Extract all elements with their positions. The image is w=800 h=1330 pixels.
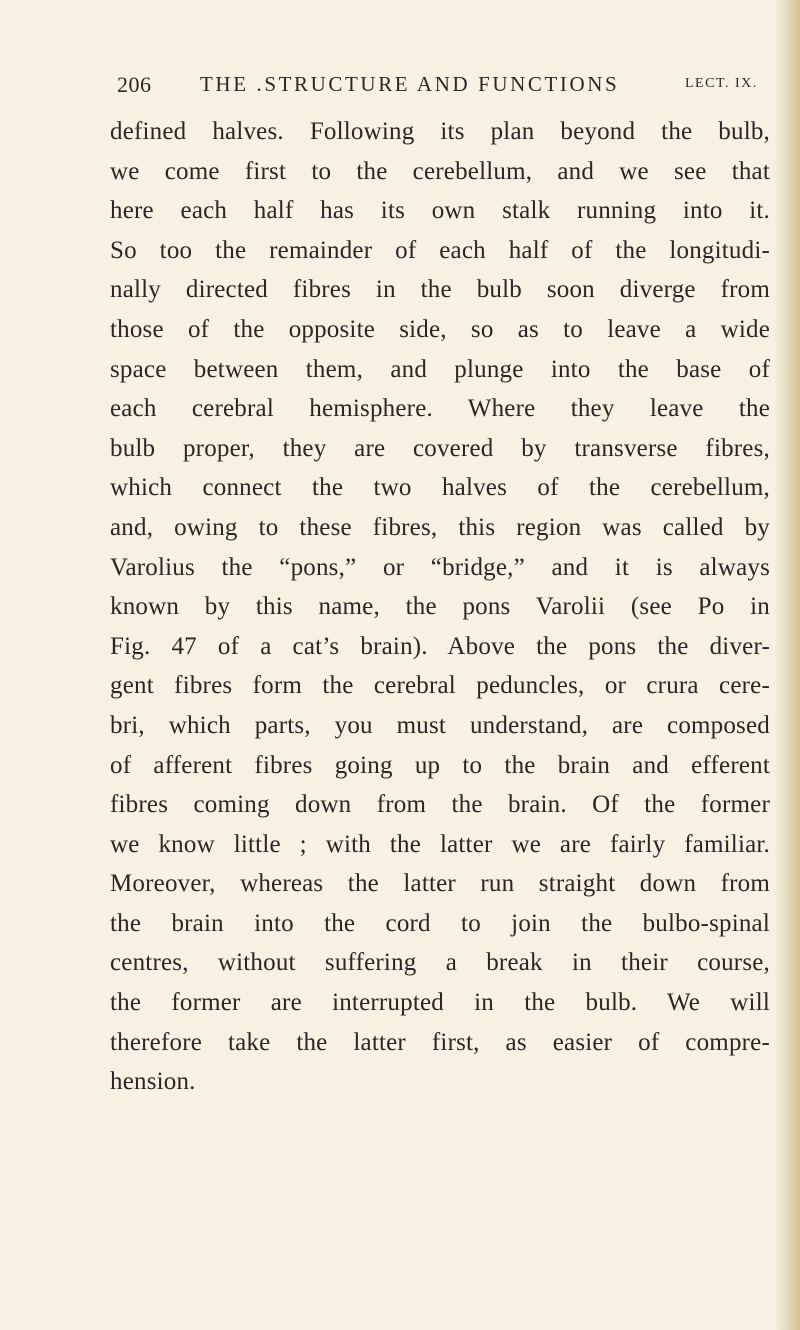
text-line: centres, without suffering a break in their course, <box>110 949 770 977</box>
text-line: the former are interrupted in the bulb. We will <box>110 989 770 1017</box>
page-number: 206 <box>117 72 152 97</box>
text-line: fibres coming down from the brain. Of the former <box>110 791 770 819</box>
text-line: we come first to the cerebellum, and we see that <box>110 157 770 185</box>
text-line: those of the opposite side, so as to leave a wide <box>110 315 770 343</box>
text-line: Fig. 47 of a cat’s brain). Above the pons the diver- <box>110 632 770 660</box>
text-line: we know little ; with the latter we are fairly familiar. <box>110 830 770 858</box>
text-line: bulb proper, they are covered by transverse fibres, <box>110 434 770 462</box>
text-line: of afferent fibres going up to the brain and efferent <box>110 751 770 779</box>
text-line: hension. <box>110 1068 196 1096</box>
text-line: which connect the two halves of the cerebellum, <box>110 474 770 502</box>
body-paragraph <box>110 112 770 1102</box>
text-line: nally directed fibres in the bulb soon diverge from <box>110 276 770 304</box>
lecture-reference: LECT. IX. <box>685 76 758 91</box>
page-edge-shadow <box>774 0 800 1330</box>
running-title: THE .STRUCTURE AND FUNCTIONS <box>200 72 620 96</box>
text-line: space between them, and plunge into the base of <box>110 355 770 383</box>
text-line: the brain into the cord to join the bulbo-spinal <box>110 909 770 937</box>
text-line: each cerebral hemisphere. Where they leave the <box>110 395 770 423</box>
text-line: here each half has its own stalk running into it. <box>110 197 770 225</box>
running-head <box>117 72 767 102</box>
text-line: gent fibres form the cerebral peduncles, or crura cere- <box>110 672 770 700</box>
text-line: known by this name, the pons Varolii (see Po in <box>110 593 770 621</box>
text-line: and, owing to these fibres, this region was called by <box>110 513 770 541</box>
text-line: Moreover, whereas the latter run straight down from <box>110 870 770 898</box>
text-line: So too the remainder of each half of the longitudi- <box>110 236 770 264</box>
text-line: defined halves. Following its plan beyond the bulb, <box>110 118 770 145</box>
text-line: bri, which parts, you must understand, are composed <box>110 711 770 739</box>
text-line: therefore take the latter first, as easier of compre- <box>110 1028 770 1056</box>
text-line: Varolius the “pons,” or “bridge,” and it is always <box>110 553 770 581</box>
